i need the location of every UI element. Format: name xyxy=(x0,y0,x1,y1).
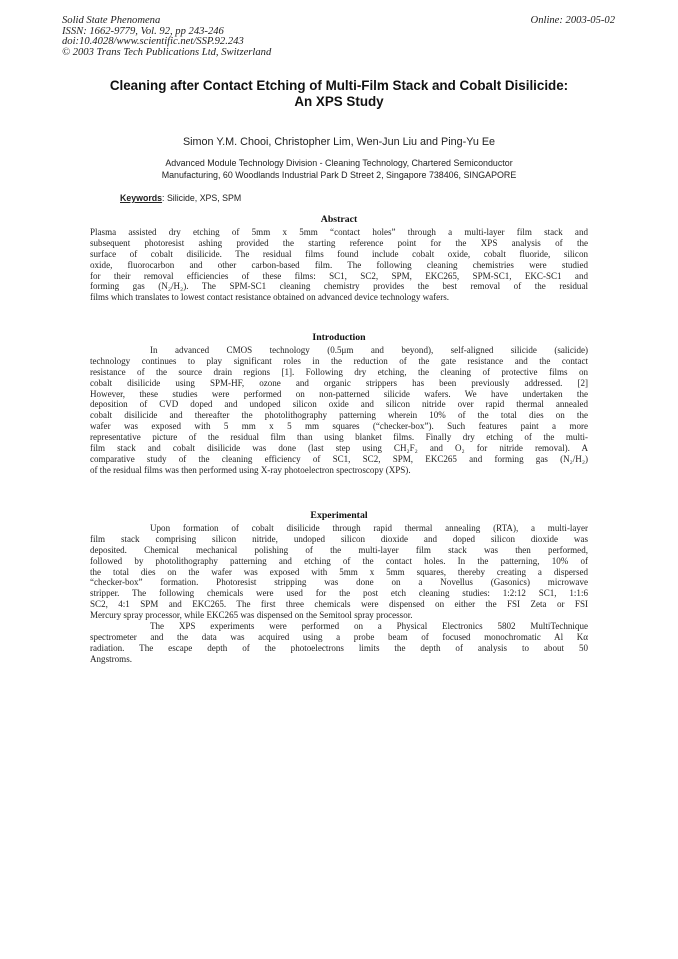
abstract-heading: Abstract xyxy=(320,214,358,225)
affiliation xyxy=(60,158,618,181)
keywords-label: Keywords xyxy=(120,193,163,203)
text-line: Angstroms. xyxy=(90,653,132,664)
text-line: forming gas (N₂/H₂). The SPM-SC1 cleaning chemistry provides the best removal of the residual xyxy=(90,281,588,292)
introduction-heading: Introduction xyxy=(312,332,366,343)
text-line: cobalt disilicide and thereafter the photolithography patterning wherein 10% of the total dies on the xyxy=(90,410,588,421)
text-line: for their removal efficiencies of these films: SC1, SC2, SPM, EKC265, SPM-SC1, EKC-SC1 and xyxy=(90,270,588,281)
text-line: representative picture of the residual film than using blanket films. Finally dry etching of the multi- xyxy=(90,432,588,443)
text-line: film stack comprising silicon nitride, undoped silicon dioxide and doped silicon dioxide was xyxy=(90,533,588,544)
text-line: cobalt disilicide using SPM-HF, ozone and organic strippers has been previously addressed. [2] xyxy=(90,377,588,388)
introduction-text xyxy=(90,345,588,476)
affiliation-line: Advanced Module Technology Division - Cleaning Technology, Chartered Semiconductor xyxy=(165,158,513,168)
authors: Simon Y.M. Chooi, Christopher Lim, Wen-Jun Liu and Ping-Yu Ee xyxy=(182,136,496,148)
online-date: Online: 2003-05-02 xyxy=(530,15,615,26)
text-line: Plasma assisted dry etching of 5mm x 5mm “contact holes” through a multi-layer film stack and xyxy=(90,227,588,237)
keywords-value: Silicide, XPS, SPM xyxy=(166,193,242,203)
text-line: oxide, fluorocarbon and other carbon-based film. The following cleaning chemistries were studied xyxy=(90,259,588,270)
title-line: Cleaning after Contact Etching of Multi-Film Stack and Cobalt Disilicide: xyxy=(109,78,569,93)
text-line: followed by photolithography patterning and etching of the contact holes. In the patterning, 10% of xyxy=(90,555,588,566)
title-line: An XPS Study xyxy=(294,94,384,109)
affiliation-line: Manufacturing, 60 Woodlands Industrial Park D Street 2, Singapore 738406, SINGAPORE xyxy=(161,169,517,180)
text-line: Mercury spray processor, while EKC265 was dispensed on the Semitool spray processor. xyxy=(90,610,413,621)
text-line: wafer was exposed with 5 mm x 5 mm squares (“checker-box”). Such features paint a more xyxy=(90,421,588,432)
experimental-heading: Experimental xyxy=(310,510,368,521)
text-line: subsequent photoresist ashing provided the starting reference point for the XPS analysis of the xyxy=(90,237,588,248)
text-line: of the residual films was then performed using X-ray photoelectron spectroscopy (XPS). xyxy=(90,464,411,475)
journal-issn: ISSN: 1662-9779, Vol. 92, pp 243-246 xyxy=(62,25,224,37)
journal-copyright: © 2003 Trans Tech Publications Ltd, Switzerland xyxy=(62,46,272,58)
text-line: Upon formation of cobalt disilicide through rapid thermal annealing (RTA), a multi-layer xyxy=(150,523,588,533)
text-line: stripper. The following chemicals were used for the post etch cleaning studies: 1:2:12 SC1, 1:1:6 xyxy=(90,588,588,599)
text-line: film stack and cobalt disilicide was done (last step using CH₂F₂ and O₂ for nitride removal). A xyxy=(90,443,588,454)
journal-header xyxy=(62,16,271,58)
paper-title xyxy=(60,78,618,110)
text-line: resistance of the source drain regions [1]. Following dry etching, the cleaning of protective films on xyxy=(90,366,588,377)
text-line: In advanced CMOS technology (0.5μm and beyond), self-aligned silicide (salicide) xyxy=(150,345,588,355)
experimental-text xyxy=(90,523,588,665)
text-line: radiation. The escape depth of the photoelectrons limits the depth of analysis to about 50 xyxy=(90,642,588,653)
abstract-text xyxy=(90,227,588,303)
keywords: Keywords: Silicide, XPS, SPM xyxy=(120,193,242,203)
text-line: deposition of CVD doped and undoped silicon oxide and silicon nitride over rapid thermal annealed xyxy=(90,399,588,410)
text-line: spectrometer and the data was acquired using a probe beam of focused monochromatic Al Kα xyxy=(90,631,588,642)
text-line: deposited. Chemical mechanical polishing of the multi-layer film stack was then performed, xyxy=(90,544,588,555)
text-line: films which translates to lowest contact resistance obtained on advanced device technology wafers. xyxy=(90,292,449,303)
text-line: the total dies on the wafer was exposed with 5mm x 5mm squares, thereby creating a dispersed xyxy=(90,566,588,577)
journal-name: Solid State Phenomena xyxy=(62,15,161,26)
text-line: SC2, 4:1 SPM and EKC265. The first three chemicals were dispensed on either the FSI Zeta or FSI xyxy=(90,599,588,610)
text-line: The XPS experiments were performed on a Physical Electronics 5802 MultiTechnique xyxy=(150,621,588,632)
text-line: comparative study of the cleaning efficiency of SC1, SC2, SPM, EKC265 and forming gas (N₂/H₂) xyxy=(90,453,588,464)
text-line: surface of cobalt disilicide. The residual films found include cobalt oxide, cobalt fluoride, silicon xyxy=(90,248,588,259)
text-line: “checker-box” formation. Photoresist stripping was done on a Novellus (Gasonics) microwave xyxy=(90,577,588,588)
text-line: technology continues to play significant roles in the reduction of the gate resistance and the contact xyxy=(90,355,588,366)
text-line: However, these studies were performed on non-patterned silicide wafers. We have undertaken the xyxy=(90,388,588,399)
journal-doi: doi:10.4028/www.scientific.net/SSP.92.243 xyxy=(62,36,244,47)
